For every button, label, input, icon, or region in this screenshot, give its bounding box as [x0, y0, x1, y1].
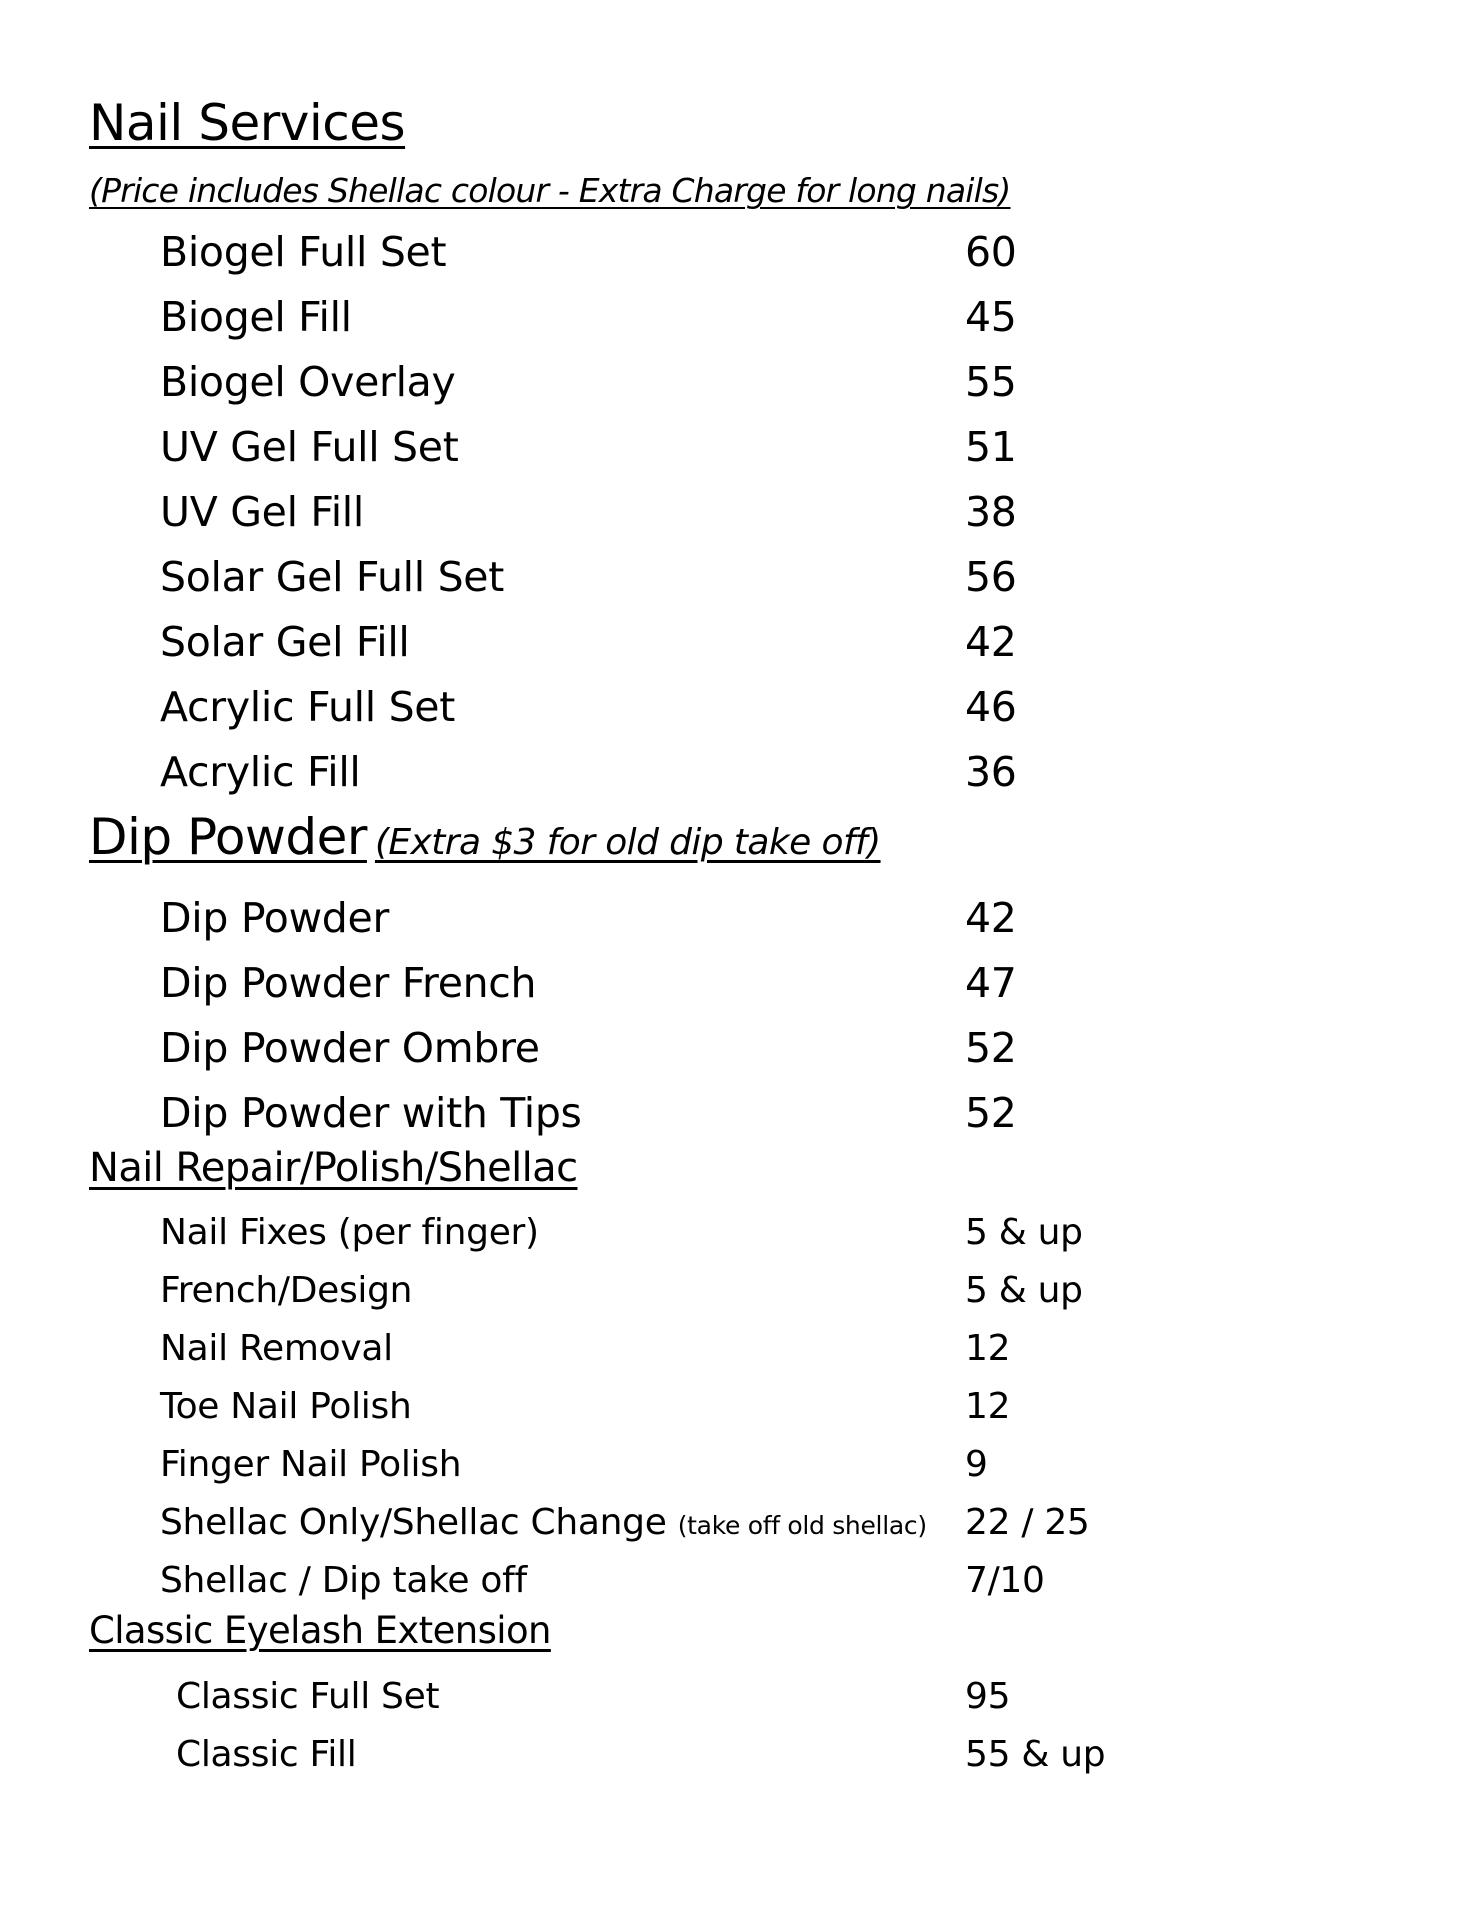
- service-price: 55: [965, 358, 1017, 406]
- service-price: 38: [965, 488, 1017, 536]
- service-name: Finger Nail Polish: [160, 1444, 462, 1485]
- service-price: 22 / 25: [965, 1502, 1090, 1543]
- service-price: 42: [965, 894, 1017, 942]
- nail-services-heading: Nail Services: [89, 94, 406, 152]
- service-name: Biogel Full Set: [160, 228, 447, 276]
- service-name: Shellac / Dip take off: [160, 1560, 527, 1601]
- service-name: Acrylic Fill: [160, 748, 361, 796]
- service-name: Solar Gel Fill: [160, 618, 410, 666]
- service-price: 60: [965, 228, 1017, 276]
- service-name: Dip Powder Ombre: [160, 1024, 540, 1072]
- service-name: Nail Removal: [160, 1328, 393, 1369]
- service-name: Acrylic Full Set: [160, 683, 456, 731]
- service-name: Solar Gel Full Set: [160, 553, 505, 601]
- service-price: 55 & up: [965, 1734, 1106, 1775]
- dip-powder-note: (Extra $3 for old dip take off): [374, 822, 881, 863]
- nail-repair-heading: Nail Repair/Polish/Shellac: [89, 1145, 578, 1191]
- service-price: 12: [965, 1386, 1011, 1427]
- service-price: 56: [965, 553, 1017, 601]
- service-name: French/Design: [160, 1270, 413, 1311]
- service-name: Toe Nail Polish: [160, 1386, 412, 1427]
- nail-services-subtitle: (Price includes Shellac colour - Extra Charge for long nails): [89, 171, 1011, 210]
- service-price: 47: [965, 959, 1017, 1007]
- service-price: 5 & up: [965, 1212, 1083, 1253]
- service-price: 52: [965, 1089, 1017, 1137]
- service-name: Dip Powder French: [160, 959, 537, 1007]
- service-price: 5 & up: [965, 1270, 1083, 1311]
- service-price: 46: [965, 683, 1017, 731]
- service-price: 42: [965, 618, 1017, 666]
- service-price: 45: [965, 293, 1017, 341]
- service-name-with-detail: [160, 1502, 927, 1543]
- service-detail: (take off old shellac): [677, 1511, 927, 1540]
- service-name: Classic Full Set: [176, 1676, 440, 1717]
- service-price: 12: [965, 1328, 1011, 1369]
- service-price: 36: [965, 748, 1017, 796]
- service-name: Biogel Fill: [160, 293, 352, 341]
- service-name: Dip Powder with Tips: [160, 1089, 582, 1137]
- dip-powder-title: Dip Powder: [89, 808, 367, 866]
- service-price: 9: [965, 1444, 988, 1485]
- service-name: Biogel Overlay: [160, 358, 456, 406]
- service-name: UV Gel Fill: [160, 488, 364, 536]
- service-name: Shellac Only/Shellac Change: [160, 1502, 667, 1543]
- service-name: UV Gel Full Set: [160, 423, 459, 471]
- service-name: Classic Fill: [176, 1734, 357, 1775]
- dip-powder-heading: [89, 808, 881, 866]
- service-price: 51: [965, 423, 1017, 471]
- service-price: 52: [965, 1024, 1017, 1072]
- service-name: Nail Fixes (per finger): [160, 1212, 539, 1253]
- service-name: Dip Powder: [160, 894, 390, 942]
- service-price: 7/10: [965, 1560, 1045, 1601]
- eyelash-heading: Classic Eyelash Extension: [89, 1609, 551, 1652]
- service-price: 95: [965, 1676, 1011, 1717]
